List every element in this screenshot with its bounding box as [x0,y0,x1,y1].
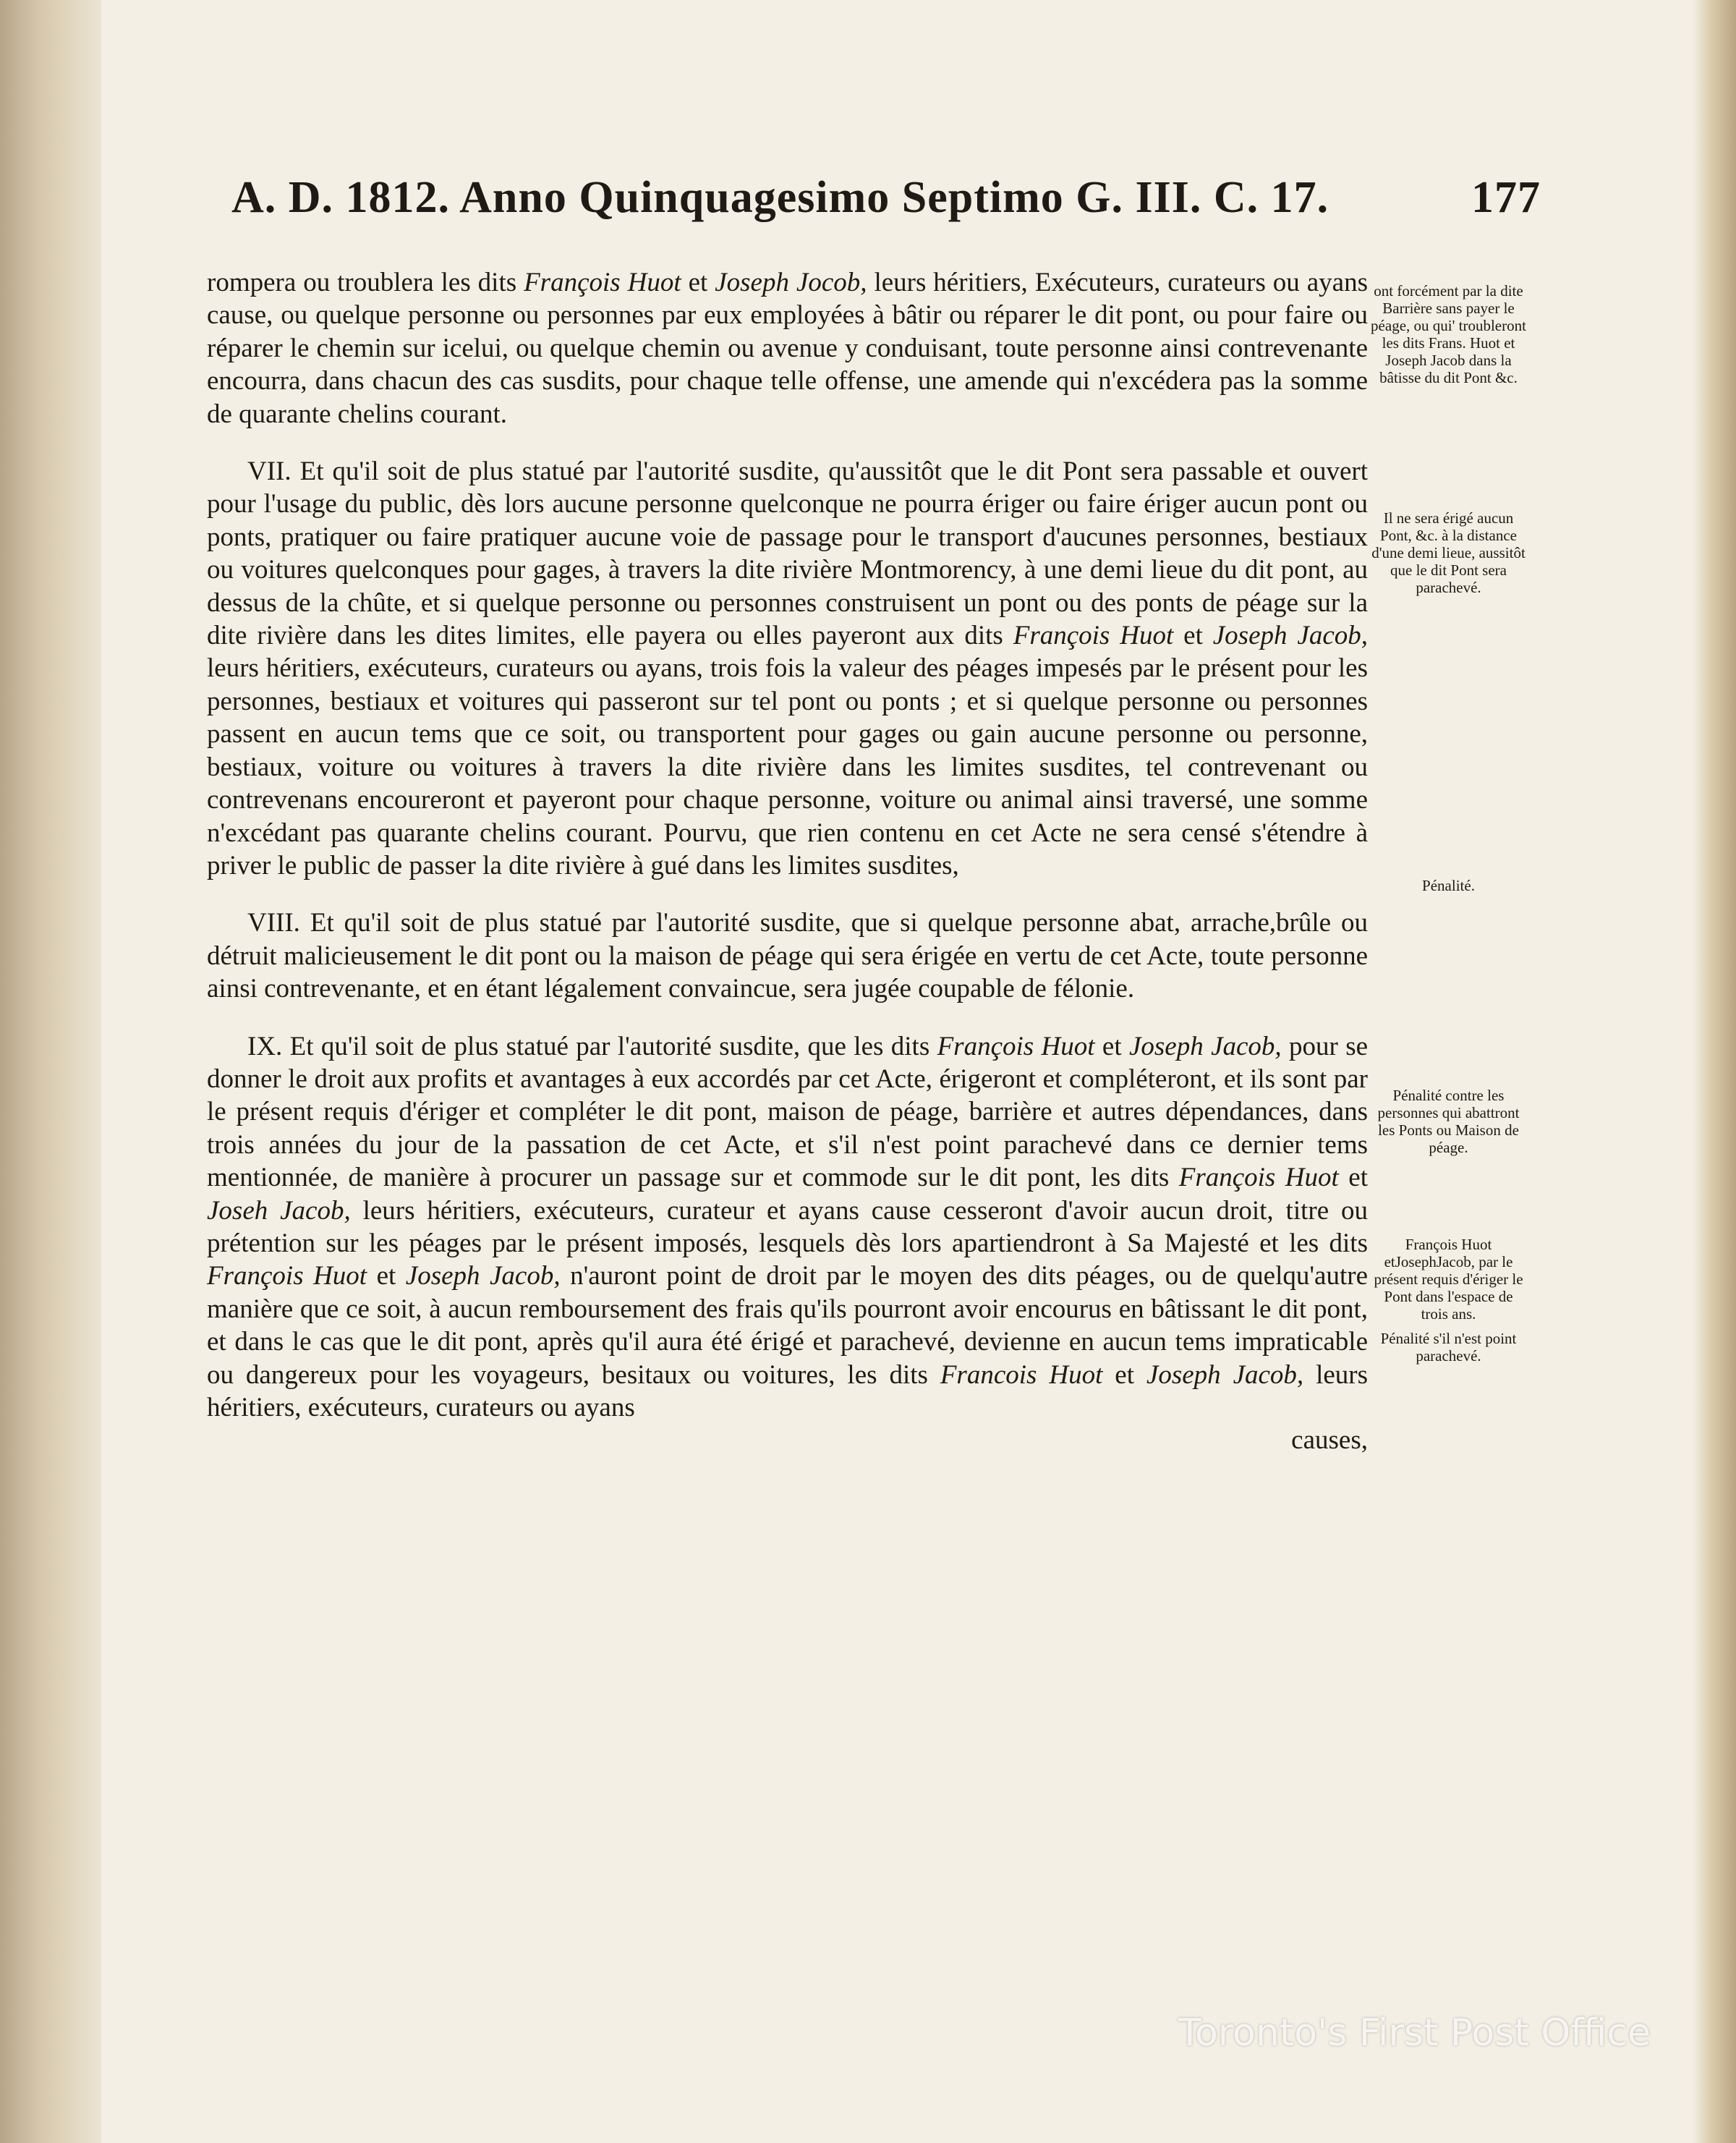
margin-note-3: Pénalité. [1422,877,1475,894]
name-huot: Francois Huot [940,1359,1103,1390]
text-run: et [1173,621,1213,651]
text-run: leurs héritiers, Exécuteurs, curateurs ou ayans cause, ou quelque personne ou personnes par eux employées à bâtir ou réparer le dit pont, ou pour faire ou réparer le chemin sur icelui, ou quelque chemin ou avenue y conduisant, toute personne ainsi contrevenante encourra, dans chacun des cas susdits, pour chaque telle offense, une amende qui n'excédera pas la somme de quarante chelins courant. [207,268,1368,429]
text-run: leurs héritiers, exécuteurs, curateurs ou ayans, trois fois la valeur des péages impesés par le présent pour les personnes, bestiaux et voitures qui passeront sur tel pont ou ponts ; et si quelque personne ou personnes passent en aucun tems que ce soit, ou transportent pour gages ou gain aucune personne ou personne, bestiaux, voiture ou voitures à travers la dite rivière dans les limites susdites, tel contrevenant ou contrevenans encoureront et payeront pour chaque personne, voiture ou animal ainsi traversé, une somme n'excédant pas quarante chelins courant. Pourvu, que rien contenu en cet Acte ne sera censé s'étendre à priver le public de passer la dite rivière à gué dans les limites susdites, [207,653,1368,880]
text-run: et [681,268,715,297]
name-jacob: Joseph Jocob, [715,268,867,297]
margin-note-5: François Huot etJosephJacob, par le présent requis d'ériger le Pont dans l'espace de trois ans. [1374,1236,1523,1323]
text-run: pour se donner le droit aux profits et avantages à eux accordés par cet Acte, érigeront et compléteront, et ils sont par le présent requis d'ériger et compléter le dit pont, maison de péage, barrière et autres dépendances, dans trois années du jour de la passation de cet Acte, et s'il n'est point parachevé dans ce dernier tems mentionnée, de manière à procurer un passage sur et commode sur le dit pont, les dits [207,1031,1369,1193]
margin-note-2: Il ne sera érigé aucun Pont, &c. à la distance d'une demi lieue, aussitôt que le dit Pont sera parachevé. [1371,509,1526,596]
text-run: n'auront point de droit par le moyen des dits péages, ou de quelqu'autre manière que ce soit, à aucun remboursement des frais qu'ils pourront avoir encourus en bâtissant le dit pont, et dans le cas que le dit pont, après qu'il aura été érigé et parachevé, devienne en aucun tems impraticable ou dangereux pour les voyageurs, besitaux ou voitures, les dits [207,1261,1368,1390]
name-huot: François Huot [1178,1163,1339,1193]
name-jacob: Joseph Jacob, [1146,1359,1304,1390]
name-huot: François Huot [207,1261,367,1291]
margin-note-6: Pénalité s'il n'est point parachevé. [1380,1330,1517,1365]
text-run: et [1338,1163,1368,1193]
text-run: IX. Et qu'il soit de plus statué par l'autorité susdite, que les dits [247,1031,937,1061]
margin-note-1: ont forcément par la dite Barrière sans payer le péage, ou qui' troubleront les dits Frans. Huot et Joseph Jacob dans la bâtisse du dit Pont &c. [1371,282,1526,386]
text-run: leurs héritiers, exécuteurs, curateur et ayans cause cesseront d'avoir aucun droit, titre ou prétention sur les péages par le présent imposés, lesquels dès lors apartiendront à Sa Majesté et les dits [207,1195,1368,1258]
name-jacob: Joseph Jacob, [1128,1031,1282,1061]
margin-note-4: Pénalité contre les personnes qui abattront les Ponts ou Maison de péage. [1377,1087,1520,1156]
text-run: rompera ou troublera les dits [207,268,524,297]
name-jacob: Joseh Jacob, [207,1195,351,1226]
paragraph-section-vii [207,455,1368,882]
text-run: et [1102,1359,1146,1390]
catchword: causes, [1291,1425,1368,1456]
name-huot: François Huot [1013,621,1174,651]
paragraph-section-ix [207,1030,1368,1425]
name-jacob: Joseph Jacob, [405,1261,561,1291]
main-text [207,266,1368,1457]
text-run: leurs héritiers, exécuteurs, curateurs ou ayans [207,1359,1369,1422]
text-run: et [367,1261,406,1291]
name-jacob: Joseph Jacob, [1212,621,1368,651]
text-run: et [1094,1031,1129,1061]
page-header [231,172,1541,230]
running-title: A. D. 1812. Anno Quinquagesimo Septimo G. III. C. 17. [231,173,1329,222]
page-number: 177 [1471,173,1541,222]
scan-left-edge [0,0,101,2143]
scan-right-edge [1693,0,1736,2143]
name-huot: François Huot [524,268,681,297]
paragraph-continuation [207,266,1368,430]
name-huot: François Huot [937,1031,1095,1061]
text-run: VII. Et qu'il soit de plus statué par l'autorité susdite, qu'aussitôt que le dit Pont sera passable et ouvert pour l'usage du public, dès lors aucune personne quelconque ne pourra ériger ou faire ériger aucun pont ou ponts, pratiquer ou faire pratiquer aucune voie de passage pour le transport d'aucunes personnes, bestiaux ou voitures quelconques pour gages, à travers la dite rivière Montmorency, à une demi lieue du dit pont, au dessus de la chûte, et si quelque personne ou personnes construisent un pont ou des ponts de péage sur la dite rivière dans les dites limites, elle payera ou elles payeront aux dits [207,457,1368,651]
paragraph-section-viii: VIII. Et qu'il soit de plus statué par l'autorité susdite, que si quelque personne abat, arrache,brûle ou détruit malicieusement le dit pont ou la maison de péage qui sera érigée en vertu de cet Acte, toute personne ainsi contrevenante, et en étant légalement convaincue, sera jugée coupable de félonie. [207,908,1368,1004]
watermark: Toronto's First Post Office [1178,2011,1651,2055]
